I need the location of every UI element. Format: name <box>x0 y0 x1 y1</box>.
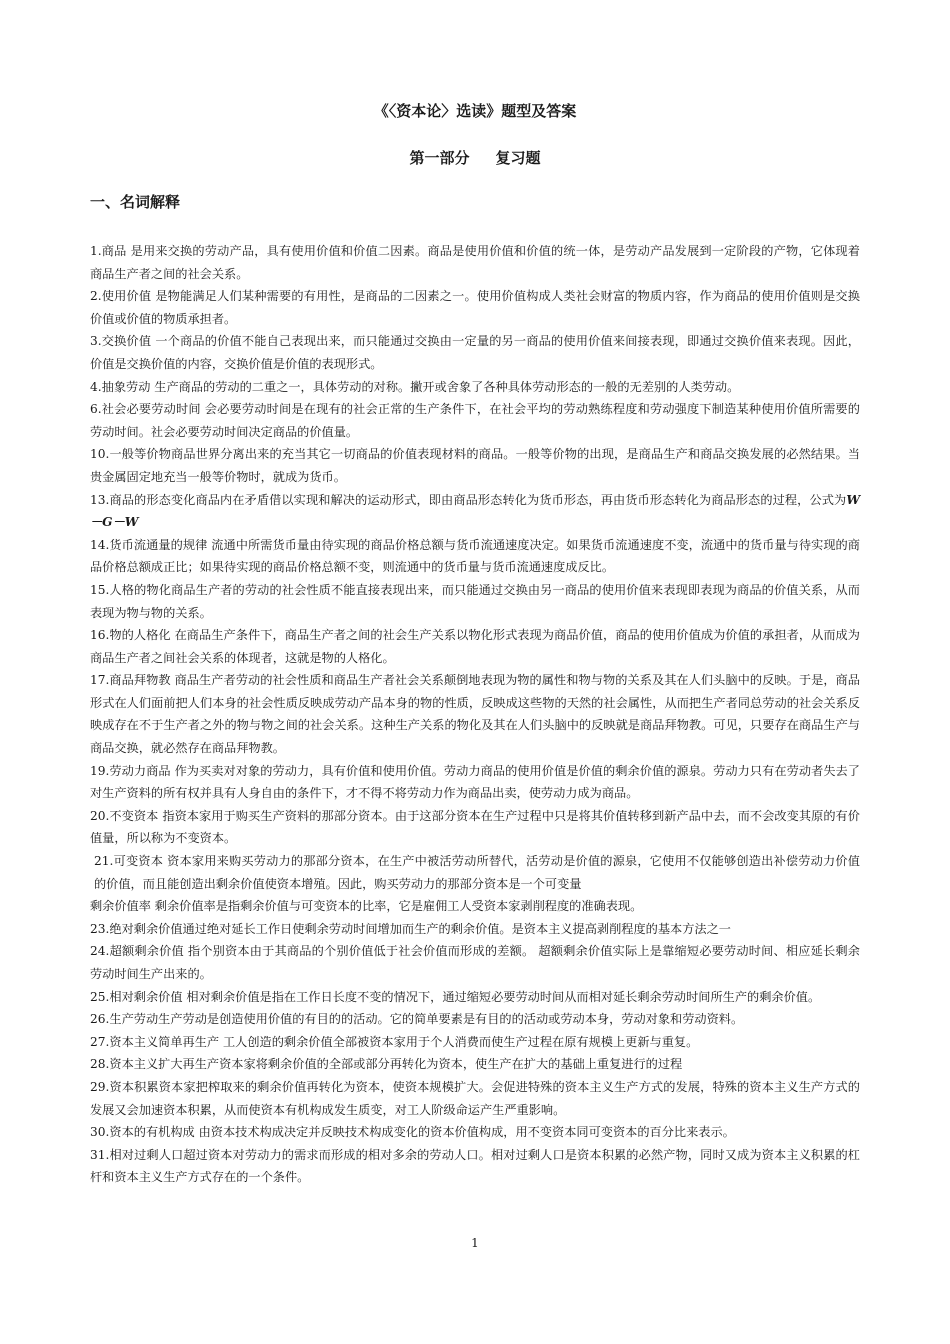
entry-capital-accumulation: 29.资本积累资本家把榨取来的剩余价值再转化为资本，使资本规模扩大。会促进特殊的资本主义生产方式的发展，特殊的资本主义生产方式的发展又会加速资本积累，从而使资本有机构成发生质变，对工人阶级命运产生严重影响。 <box>90 1079 860 1117</box>
entry-general-equivalent: 10.一般等价物商品世界分离出来的充当其它一切商品的价值表现材料的商品。一般等价物的出现，是商品生产和商品交换发展的必然结果。当贵金属固定地充当一般等价物时，就成为货币。 <box>90 447 860 484</box>
entry-variable-capital: 21.可变资本 资本家用来购买劳动力的那部分资本，在生产中被活劳动所替代，活劳动是价值的源泉，它使用不仅能够创造出补偿劳动力价值的价值，而且能创造出剩余价值使资本增殖。因此，购买劳动力的那部分资本是一个可变量 <box>94 854 860 891</box>
entry-personification-reification: 15.人格的物化商品生产者的劳动的社会性质不能直接表现出来，而只能通过交换由另一商品的使用价值来表现即表现为商品的价值关系，从而表现为物与物的关系。 <box>90 582 860 620</box>
entry-commodity: 1.商品 是用来交换的劳动产品，具有使用价值和价值二因素。商品是使用价值和价值的统一体，是劳动产品发展到一定阶段的产物，它体现着商品生产者之间的社会关系。 <box>90 244 860 281</box>
part-heading <box>0 147 950 168</box>
part-title: 复习题 <box>495 149 541 167</box>
part-label: 第一部分 <box>409 149 470 167</box>
document-title: 《〈资本论〉选读》题型及答案 <box>373 102 577 120</box>
page-number: 1 <box>471 1236 479 1250</box>
entry-socially-necessary-time: 6.社会必要劳动时间 会必要劳动时间是在现有的社会正常的生产条件下，在社会平均的劳动熟练程度和劳动强度下制造某种使用价值所需要的劳动时间。社会必要劳动时间决定商品的价值量。 <box>90 402 860 439</box>
entry-simple-reproduction: 27.资本主义简单再生产 工人创造的剩余价值全部被资本家用于个人消费而使生产过程在原有规模上更新与重复。 <box>90 1034 699 1049</box>
entries-body <box>90 240 860 1189</box>
entry-relative-surplus-population: 31.相对过剩人口超过资本对劳动力的需求而形成的相对多余的劳动人口。相对过剩人口是资本积累的必然产物，同时又成为资本主义积累的杠杆和资本主义生产方式存在的一个条件。 <box>90 1147 860 1185</box>
entry-commodity-fetishism: 17.商品拜物教 商品生产者劳动的社会性质和商品生产者社会关系颠倒地表现为物的属性和物与物的关系及其在人们头脑中的反映。于是，商品形式在人们面前把人们本身的社会性质反映成劳动产品本身的物的性质，反映成这些物的天然的社会属性，从而把生产者同总劳动的社会关系反映成存在不于生产者之外的物与物之间的社会关系。这种生产关系的物化及其在人们头脑中的反映就是商品拜物教。可见，只要存在商品生产与商品交换，就必然存在商品拜物教。 <box>90 673 860 756</box>
entry-organic-composition: 30.资本的有机构成 由资本技术构成决定并反映技术构成变化的资本价值构成，用不变资本同可变资本的百分比来表示。 <box>90 1125 735 1140</box>
formula-wgw: W－G－W <box>90 492 860 530</box>
entry-money-circulation: 14.货币流通量的规律 流通中所需货币量由待实现的商品价格总额与货币流通速度决定。如果货币流通速度不变，流通中的货币量与待实现的商品价格总额成正比；如果待实现的商品价格总额不变，则流通中的货币量与货币流通速度成反比。 <box>90 537 860 575</box>
entry-exchange-value: 3.交换价值 一个商品的价值不能自己表现出来，而只能通过交换由一定量的另一商品的使用价值来间接表现，即通过交换价值来表现。因此，价值是交换价值的内容，交换价值是价值的表现形式。 <box>90 334 860 371</box>
section-heading: 一、名词解释 <box>90 193 181 211</box>
entry-thing-personification: 16.物的人格化 在商品生产条件下，商品生产者之间的社会生产关系以物化形式表现为商品价值，商品的使用价值成为价值的承担者，从而成为商品生产者之间社会关系的体现者，这就是物的人格化。 <box>90 628 860 665</box>
entry-productive-labor: 26.生产劳动生产劳动是创造使用价值的有目的的活动。它的简单要素是有目的的活动或劳动本身，劳动对象和劳动资料。 <box>90 1012 744 1027</box>
entry-expanded-reproduction: 28.资本主义扩大再生产资本家将剩余价值的全部或部分再转化为资本，使生产在扩大的基础上重复进行的过程 <box>90 1057 683 1072</box>
entry-abstract-labor: 4.抽象劳动 生产商品的劳动的二重之一，具体劳动的对称。撇开或舍象了各种具体劳动形态的一般的无差别的人类劳动。 <box>90 379 740 394</box>
entry-labor-power: 19.劳动力商品 作为买卖对对象的劳动力，具有价值和使用价值。劳动力商品的使用价值是价值的剩余价值的源泉。劳动力只有在劳动者失去了对生产资料的所有权并具有人身自由的条件下，才不得不将劳动力作为商品出卖，使劳动力成为商品。 <box>90 763 860 801</box>
entry-constant-capital: 20.不变资本 指资本家用于购买生产资料的那部分资本。由于这部分资本在生产过程中只是将其价值转移到新产品中去，而不会改变其原的有价值量，所以称为不变资本。 <box>90 808 860 846</box>
entry-metamorphosis-text: 13.商品的形态变化商品内在矛盾借以实现和解决的运动形式，即由商品形态转化为货币形态，再由货币形态转化为商品形态的过程，公式为 <box>90 492 847 507</box>
entry-metamorphosis <box>90 489 860 534</box>
entry-absolute-surplus-value: 23.绝对剩余价值通过绝对延长工作日使剩余劳动时间增加而生产的剩余价值。是资本主义提高剥削程度的基本方法之一 <box>90 921 731 936</box>
entry-surplus-value-rate: 剩余价值率 剩余价值率是指剩余价值与可变资本的比率，它是雇佣工人受资本家剥削程度的准确表现。 <box>90 899 643 914</box>
entry-use-value: 2.使用价值 是物能满足人们某种需要的有用性，是商品的二因素之一。使用价值构成人类社会财富的物质内容，作为商品的使用价值则是交换价值或价值的物质承担者。 <box>90 289 860 326</box>
entry-relative-surplus-value: 25.相对剩余价值 相对剩余价值是指在工作日长度不变的情况下，通过缩短必要劳动时间从而相对延长剩余劳动时间所生产的剩余价值。 <box>90 989 821 1004</box>
entry-extra-surplus-value: 24.超额剩余价值 指个别资本由于其商品的个别价值低于社会价值而形成的差额。 超额剩余价值实际上是靠缩短必要劳动时间、相应延长剩余劳动时间生产出来的。 <box>90 944 860 981</box>
